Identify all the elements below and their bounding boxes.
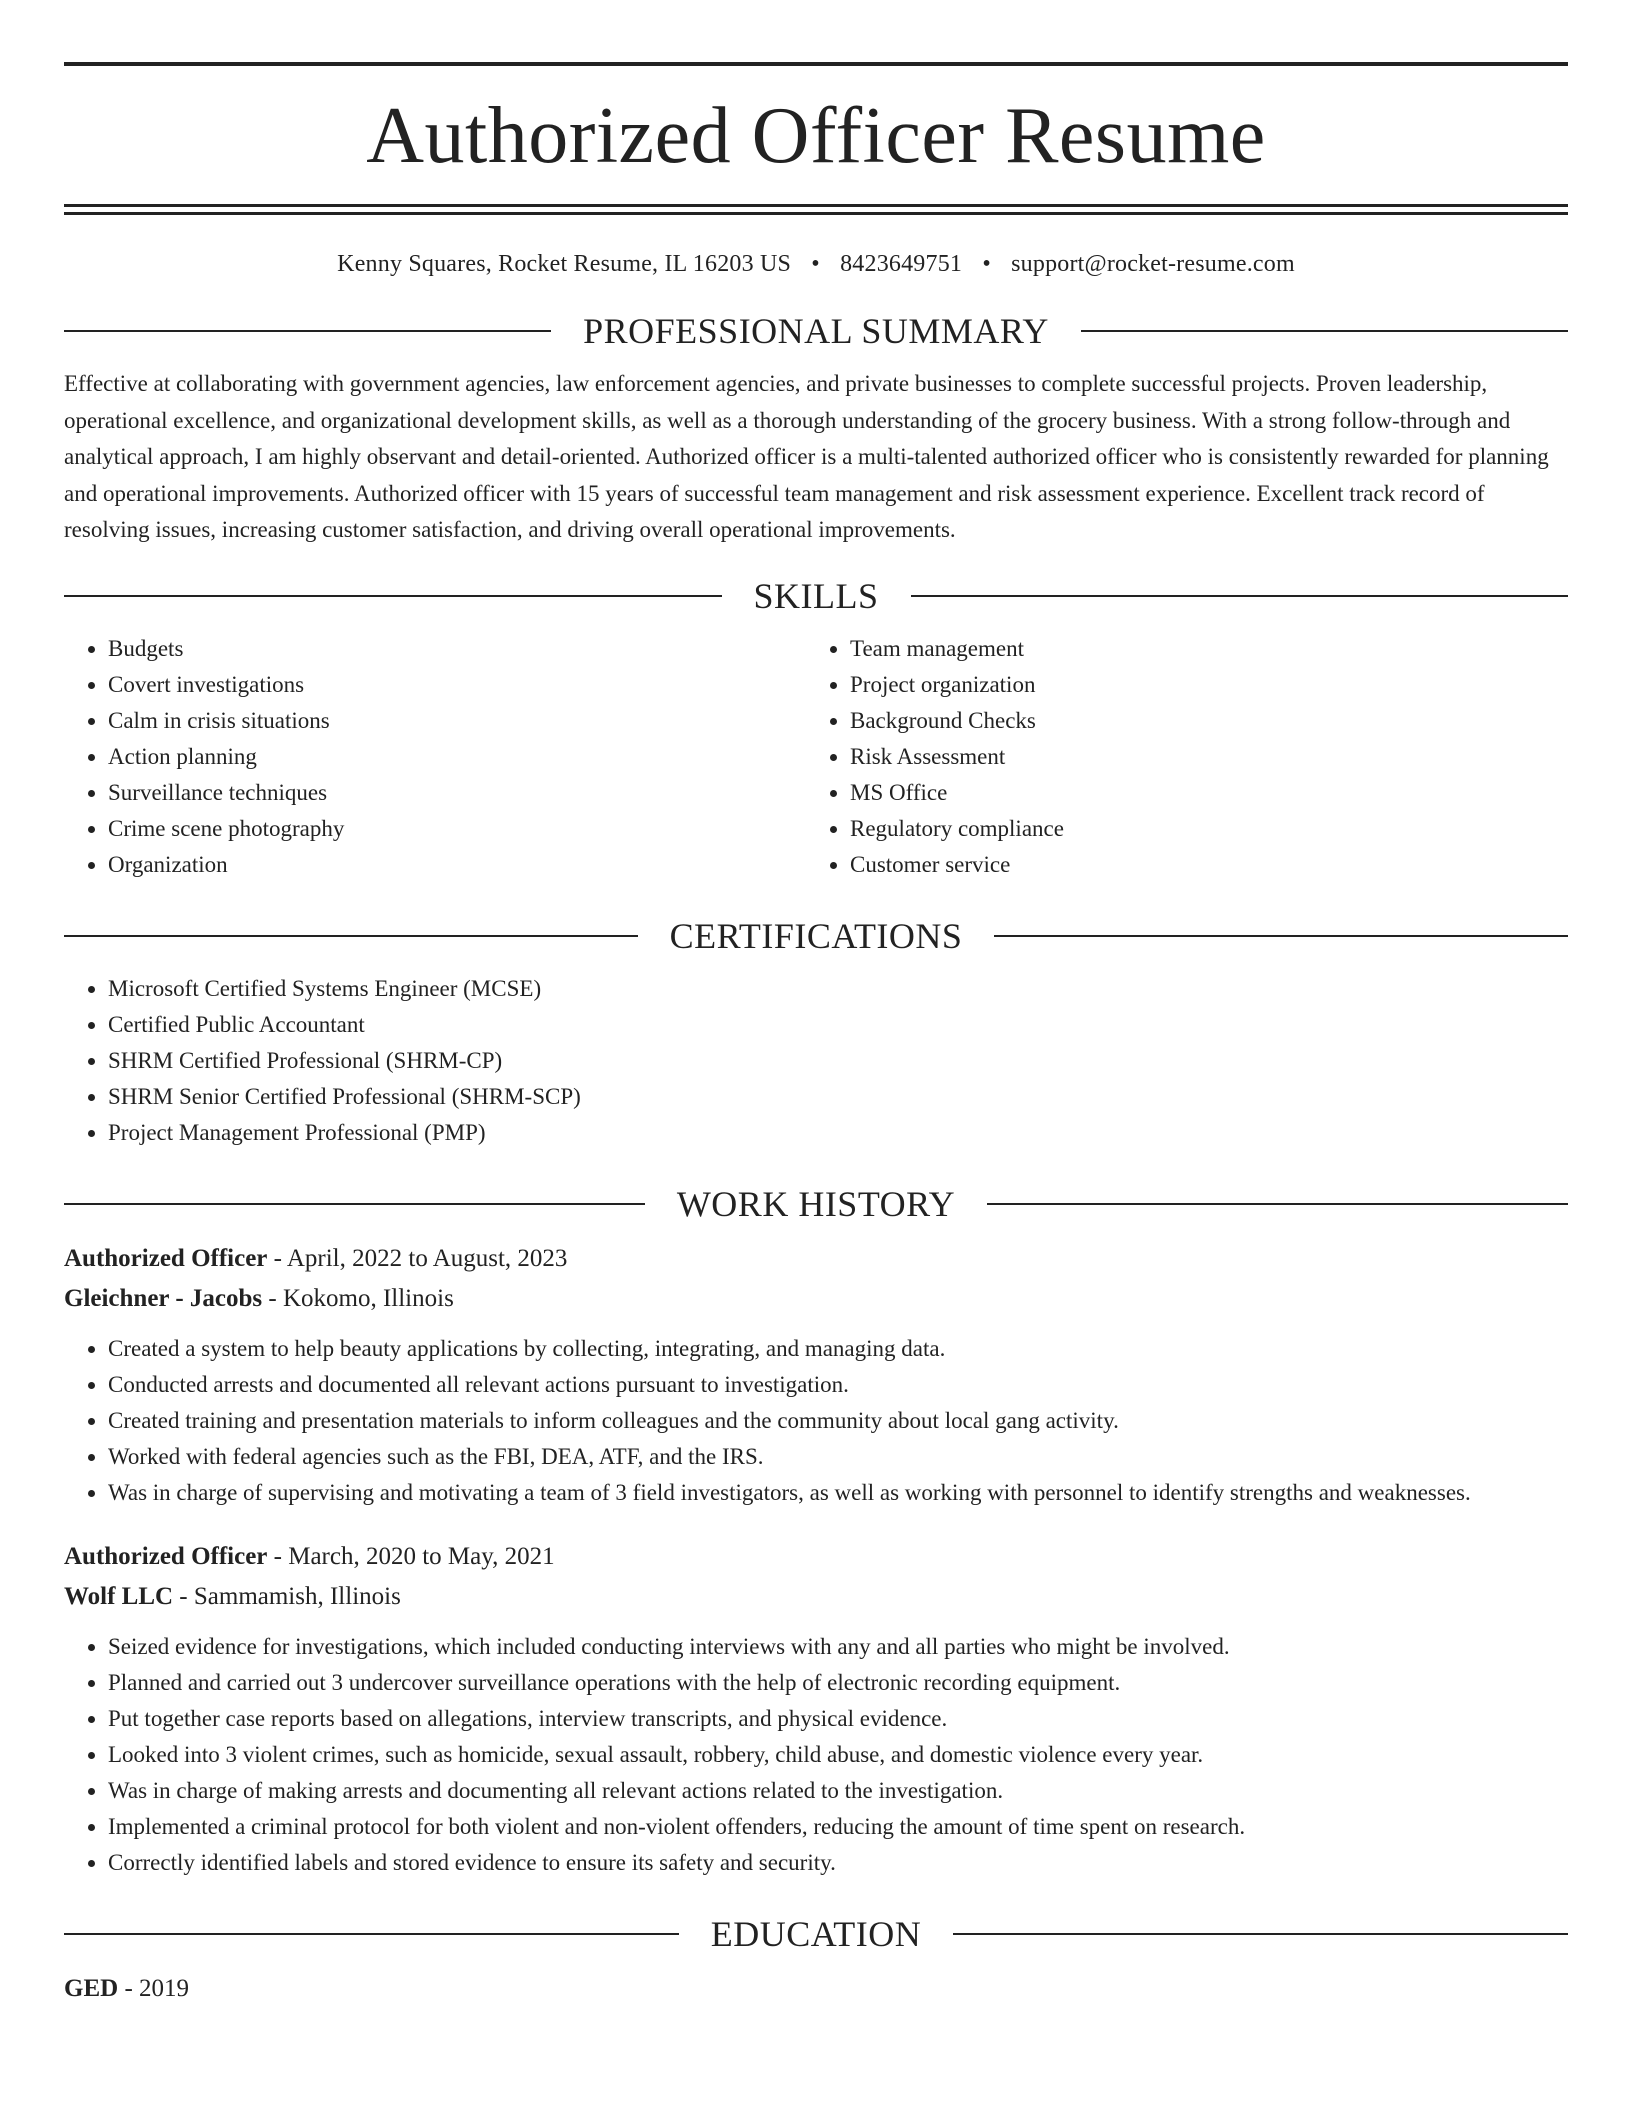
divider — [64, 935, 638, 937]
job-bullet: • Planned and carried out 3 undercover surveillance operations with the help of electronic recording equipment. — [108, 1665, 1568, 1701]
skills-section-header — [64, 575, 1568, 617]
skills-list-left — [64, 631, 806, 883]
job-title: Authorized Officer — [64, 1244, 268, 1272]
work-history-section-header — [64, 1183, 1568, 1225]
job-bullet: • Correctly identified labels and stored evidence to ensure its safety and security. — [108, 1845, 1568, 1881]
contact-separator: • — [982, 251, 991, 277]
skill-item: • Customer service — [850, 847, 1548, 883]
skill-item: • Surveillance techniques — [108, 775, 806, 811]
summary-section-header — [64, 310, 1568, 352]
job-bullet-list — [64, 1629, 1568, 1881]
skill-item: • Action planning — [108, 739, 806, 775]
job-bullet-list — [64, 1331, 1568, 1511]
certification-item: • SHRM Certified Professional (SHRM-CP) — [108, 1043, 1568, 1079]
certifications-list — [64, 971, 1568, 1151]
job-title-line — [64, 1239, 1568, 1279]
job-bullet: • Looked into 3 violent crimes, such as homicide, sexual assault, robbery, child abuse, and domestic violence every year. — [108, 1737, 1568, 1773]
job-bullet: • Was in charge of supervising and motivating a team of 3 field investigators, as well as working with personnel to identify strengths and weaknesses. — [108, 1475, 1568, 1511]
job-bullet: • Implemented a criminal protocol for both violent and non-violent offenders, reducing the amount of time spent on research. — [108, 1809, 1568, 1845]
title-double-rule — [64, 204, 1568, 215]
skill-item: • Calm in crisis situations — [108, 703, 806, 739]
job-gap — [64, 1511, 1568, 1537]
divider — [911, 595, 1569, 597]
divider — [953, 1933, 1568, 1935]
skill-item: • Crime scene photography — [108, 811, 806, 847]
certification-item: • Certified Public Accountant — [108, 1007, 1568, 1043]
skills-heading: SKILLS — [753, 575, 879, 616]
divider — [64, 1933, 679, 1935]
education-year: - 2019 — [118, 1974, 190, 2002]
certifications-section-header — [64, 915, 1568, 957]
job-dates: - March, 2020 to May, 2021 — [267, 1542, 555, 1570]
job-bullet: • Created training and presentation materials to inform colleagues and the community about local gang activity. — [108, 1403, 1568, 1439]
job-title-line — [64, 1537, 1568, 1577]
job-location: - Kokomo, Illinois — [262, 1284, 454, 1312]
skill-item: • Regulatory compliance — [850, 811, 1548, 847]
contact-phone: 8423649751 — [840, 251, 963, 277]
divider — [994, 935, 1568, 937]
job-dates: - April, 2022 to August, 2023 — [267, 1244, 568, 1272]
job-entry — [64, 1239, 1568, 1511]
divider — [64, 1203, 645, 1205]
contact-line — [64, 251, 1568, 278]
contact-address: Kenny Squares, Rocket Resume, IL 16203 US — [337, 251, 792, 277]
job-bullet: • Seized evidence for investigations, which included conducting interviews with any and all parties who might be involved. — [108, 1629, 1568, 1665]
job-bullet: • Was in charge of making arrests and documenting all relevant actions related to the investigation. — [108, 1773, 1568, 1809]
job-bullet: • Worked with federal agencies such as the FBI, DEA, ATF, and the IRS. — [108, 1439, 1568, 1475]
job-location: - Sammamish, Illinois — [173, 1582, 401, 1610]
job-company: Wolf LLC — [64, 1582, 174, 1610]
job-entry — [64, 1537, 1568, 1881]
skill-item: • Budgets — [108, 631, 806, 667]
education-entry — [64, 1969, 1568, 2009]
certification-item: • Microsoft Certified Systems Engineer (MCSE) — [108, 971, 1568, 1007]
skills-grid — [64, 631, 1568, 883]
page-title: Authorized Officer Resume — [366, 92, 1266, 180]
skill-item: • MS Office — [850, 775, 1548, 811]
divider — [64, 595, 722, 597]
skill-item: • Background Checks — [850, 703, 1548, 739]
work-history-heading: WORK HISTORY — [676, 1183, 956, 1224]
divider — [1081, 330, 1568, 332]
job-company-line — [64, 1279, 1568, 1319]
certifications-heading: CERTIFICATIONS — [669, 915, 963, 956]
skill-item: • Organization — [108, 847, 806, 883]
job-bullet: • Created a system to help beauty applications by collecting, integrating, and managing data. — [108, 1331, 1568, 1367]
skill-item: • Project organization — [850, 667, 1548, 703]
job-company: Gleichner - Jacobs — [64, 1284, 263, 1312]
divider — [987, 1203, 1568, 1205]
job-bullet: • Put together case reports based on allegations, interview transcripts, and physical evidence. — [108, 1701, 1568, 1737]
certification-item: • SHRM Senior Certified Professional (SHRM-SCP) — [108, 1079, 1568, 1115]
skill-item: • Covert investigations — [108, 667, 806, 703]
skills-list-right — [806, 631, 1548, 883]
contact-email: support@rocket-resume.com — [1011, 251, 1295, 277]
contact-separator: • — [811, 251, 820, 277]
certification-item: • Project Management Professional (PMP) — [108, 1115, 1568, 1151]
job-bullet: • Conducted arrests and documented all relevant actions pursuant to investigation. — [108, 1367, 1568, 1403]
divider — [64, 330, 551, 332]
education-section-header — [64, 1913, 1568, 1955]
summary-heading: PROFESSIONAL SUMMARY — [583, 311, 1049, 351]
top-rule — [64, 62, 1568, 66]
job-company-line — [64, 1577, 1568, 1617]
summary-text: Effective at collaborating with government agencies, law enforcement agencies, and private businesses to complete successful projects. Proven leadership, operational excellence, and organizational development skills, as well as a thorough understanding of the grocery business. With a strong follow-through and analytical approach, I am highly observant and detail-oriented. Authorized officer is a multi-talented authorized officer who is consistently rewarded for planning and operational improvements. Authorized officer with 15 years of successful team management and risk assessment experience. Excellent track record of resolving issues, increasing customer satisfaction, and driving overall operational improvements. — [64, 371, 1549, 542]
job-title: Authorized Officer — [64, 1542, 268, 1570]
skill-item: • Risk Assessment — [850, 739, 1548, 775]
education-heading: EDUCATION — [710, 1913, 922, 1954]
education-degree: GED — [64, 1974, 119, 2002]
skill-item: • Team management — [850, 631, 1548, 667]
